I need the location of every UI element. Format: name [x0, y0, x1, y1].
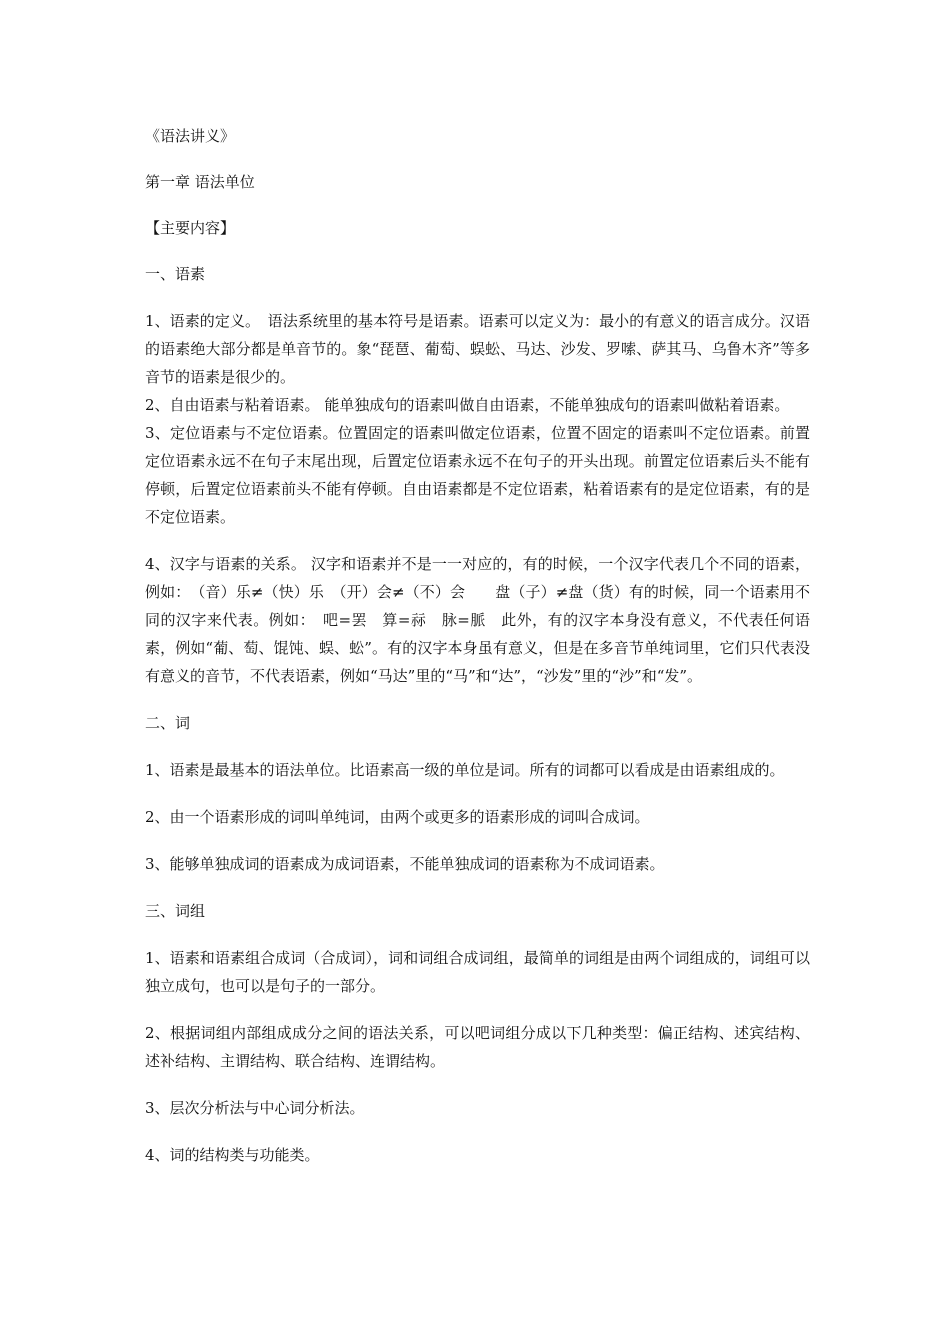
paragraph-word-forming-morpheme: 3、能够单独成词的语素成为成词语素，不能单独成词的语素称为不成词语素。 [145, 855, 665, 873]
paragraph-morpheme-definition: 1、语素的定义。 语法系统里的基本符号是语素。语素可以定义为：最小的有意义的语言成分。汉语的语素绝大部分都是单音节的。象“琵琶、葡萄、蜈蚣、马达、沙发、罗嗦、萨其马、乌鲁木齐”等多音节的语素是很少的。 [145, 312, 810, 386]
paragraph-simple-compound-word: 2、由一个语素形成的词叫单纯词，由两个或更多的语素形成的词叫合成词。 [145, 808, 650, 826]
paragraph-free-bound-morpheme: 2、自由语素与粘着语素。 能单独成句的语素叫做自由语素，不能单独成句的语素叫做粘着语素。 [145, 396, 790, 414]
paragraph-analysis-methods: 3、层次分析法与中心词分析法。 [145, 1099, 365, 1117]
chapter-title: 第一章 语法单位 [145, 173, 255, 191]
document-title: 《语法讲义》 [145, 127, 236, 145]
section-heading-word: 二、词 [145, 714, 191, 732]
paragraph-phrase-types: 2、根据词组内部组成成分之间的语法关系，可以吧词组分成以下几种类型：偏正结构、述宾结构、述补结构、主谓结构、联合结构、连谓结构。 [145, 1024, 810, 1070]
main-content-label: 【主要内容】 [145, 219, 236, 237]
paragraph-word-classes: 4、词的结构类与功能类。 [145, 1146, 320, 1164]
section-heading-morpheme: 一、语素 [145, 265, 206, 283]
paragraph-positional-morpheme: 3、定位语素与不定位语素。位置固定的语素叫做定位语素，位置不固定的语素叫不定位语素。前置定位语素永远不在句子末尾出现，后置定位语素永远不在句子的开头出现。前置定位语素后头不能有停顿，后置定位语素前头不能有停顿。自由语素都是不定位语素，粘着语素有的是定位语素，有的是不定位语素。 [145, 424, 810, 526]
paragraph-phrase-composition: 1、语素和语素组合成词（合成词），词和词组合成词组，最简单的词组是由两个词组成的，词组可以独立成句，也可以是句子的一部分。 [145, 949, 810, 995]
document-body [145, 122, 810, 1169]
section-heading-phrase: 三、词组 [145, 902, 206, 920]
paragraph-word-basic-unit: 1、语素是最基本的语法单位。比语素高一级的单位是词。所有的词都可以看成是由语素组成的。 [145, 761, 785, 779]
paragraph-character-morpheme: 4、汉字与语素的关系。 汉字和语素并不是一一对应的，有的时候，一个汉字代表几个不同的语素，例如： （音）乐≠（快）乐 （开）会≠（不）会 盘（子）≠盘（货）有的时候，同一个语素用不同的汉字来代表。例如： 吧=罢 算=祘 脉=脈 此外，有的汉字本身没有意义，不代表任何语素，例如“葡、萄、馄饨、蜈、蚣”。有的汉字本身虽有意义，但是在多音节单纯词里，它们只代表没有意义的音节，不代表语素，例如“马达”里的“马”和“达”，“沙发”里的“沙”和“发”。 [145, 555, 810, 685]
